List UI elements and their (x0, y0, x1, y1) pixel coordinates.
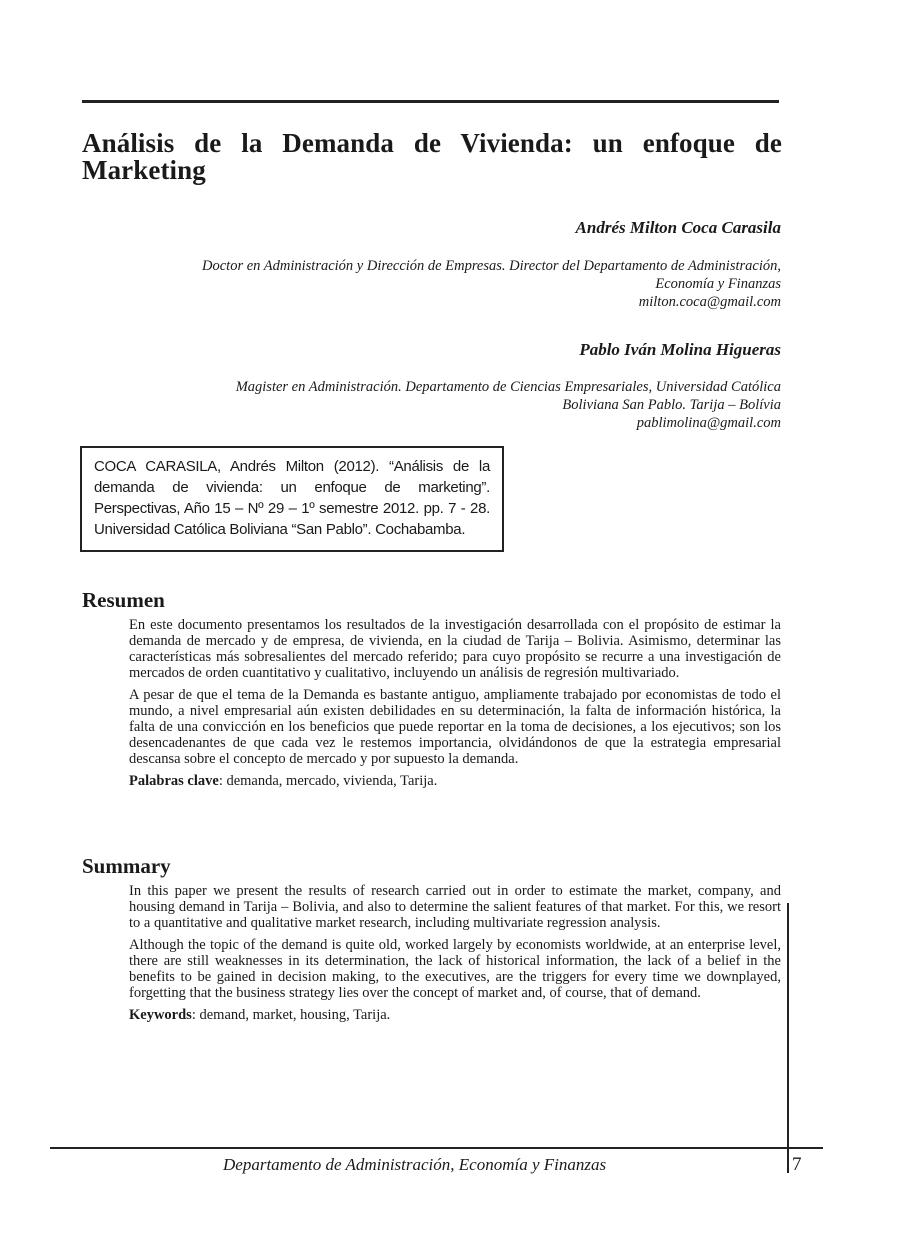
affiliation-line: Economía y Finanzas (655, 276, 781, 292)
author-affiliation-1 (202, 257, 781, 311)
resumen-heading: Resumen (82, 588, 165, 612)
keywords-label: Keywords (129, 1007, 192, 1023)
resumen-paragraph: En este documento presentamos los resultados de la investigación desarrollada con el propósito de estimar la demanda de mercado y de empresa, de vivienda, en la ciudad de Tarija – Bolivia. Asimismo, determinar las características más sobresalientes del mercado referido; para cuyo propósito se recurre a una investigación de mercados de orden cuantitativo y cualitativo, incluyendo un análisis de regresión multivariado. (129, 617, 781, 681)
keywords-label: Palabras clave (129, 773, 219, 789)
author-affiliation-2 (236, 378, 781, 432)
summary-keywords (129, 1007, 781, 1023)
author-name-1: Andrés Milton Coca Carasila (575, 218, 781, 237)
resumen-keywords (129, 773, 781, 789)
affiliation-line: Doctor en Administración y Dirección de Empresas. Director del Departamento de Administración, (202, 258, 781, 274)
affiliation-line: Magister en Administración. Departamento de Ciencias Empresariales, Universidad Católica (235, 379, 781, 395)
author-email: pablimolina@gmail.com (636, 415, 781, 431)
footer-rule (50, 1147, 823, 1149)
summary-heading: Summary (82, 854, 171, 878)
resumen-body (129, 617, 781, 795)
author-email: milton.coca@gmail.com (638, 294, 781, 310)
margin-vertical-rule (787, 903, 789, 1173)
citation-box: COCA CARASILA, Andrés Milton (2012). “Análisis de la demanda de vivienda: un enfoque de marketing”. Perspectivas, Año 15 – Nº 29 – 1º semestre 2012. pp. 7 - 28. Universidad Católica Boliviana “San Pablo”. Cochabamba. (80, 446, 504, 552)
paper-title: Análisis de la Demanda de Vivienda: un enfoque de Marketing (82, 128, 782, 185)
summary-body (129, 883, 781, 1029)
summary-paragraph: In this paper we present the results of research carried out in order to estimate the market, company, and housing demand in Tarija – Bolivia, and also to determine the salient features of that market. For this, we resort to a quantitative and qualitative market research, including multivariate regression analysis. (129, 883, 781, 931)
header-rule (82, 100, 779, 103)
page-number: 7 (792, 1154, 802, 1175)
summary-paragraph: Although the topic of the demand is quite old, worked largely by economists worldwide, at an enterprise level, there are still weaknesses in its determination, the lack of historical information, the lack of a belief in the benefits to be gained in decision making, to the executives, are the triggers for every time we downplayed, forgetting that the business strategy lies over the concept of market and, of course, that of demand. (129, 937, 781, 1001)
affiliation-line: Boliviana San Pablo. Tarija – Bolívia (562, 397, 781, 413)
keywords-list: : demand, market, housing, Tarija. (191, 1007, 391, 1023)
keywords-list: : demanda, mercado, vivienda, Tarija. (218, 773, 438, 789)
author-name-2: Pablo Iván Molina Higueras (579, 340, 781, 359)
footer-department: Departamento de Administración, Economía y Finanzas (223, 1155, 607, 1174)
resumen-paragraph: A pesar de que el tema de la Demanda es bastante antiguo, ampliamente trabajado por economistas de todo el mundo, a nivel empresarial aún existen debilidades en su determinación, la falta de información histórica, la falta de una convicción en los beneficios que puede reportar en la toma de decisiones, a los ejecutivos; son los desencadenantes de que cada vez le restemos importancia, olvidándonos de que la estrategia empresarial descansa sobre el concepto de mercado y por supuesto la demanda. (129, 687, 781, 767)
